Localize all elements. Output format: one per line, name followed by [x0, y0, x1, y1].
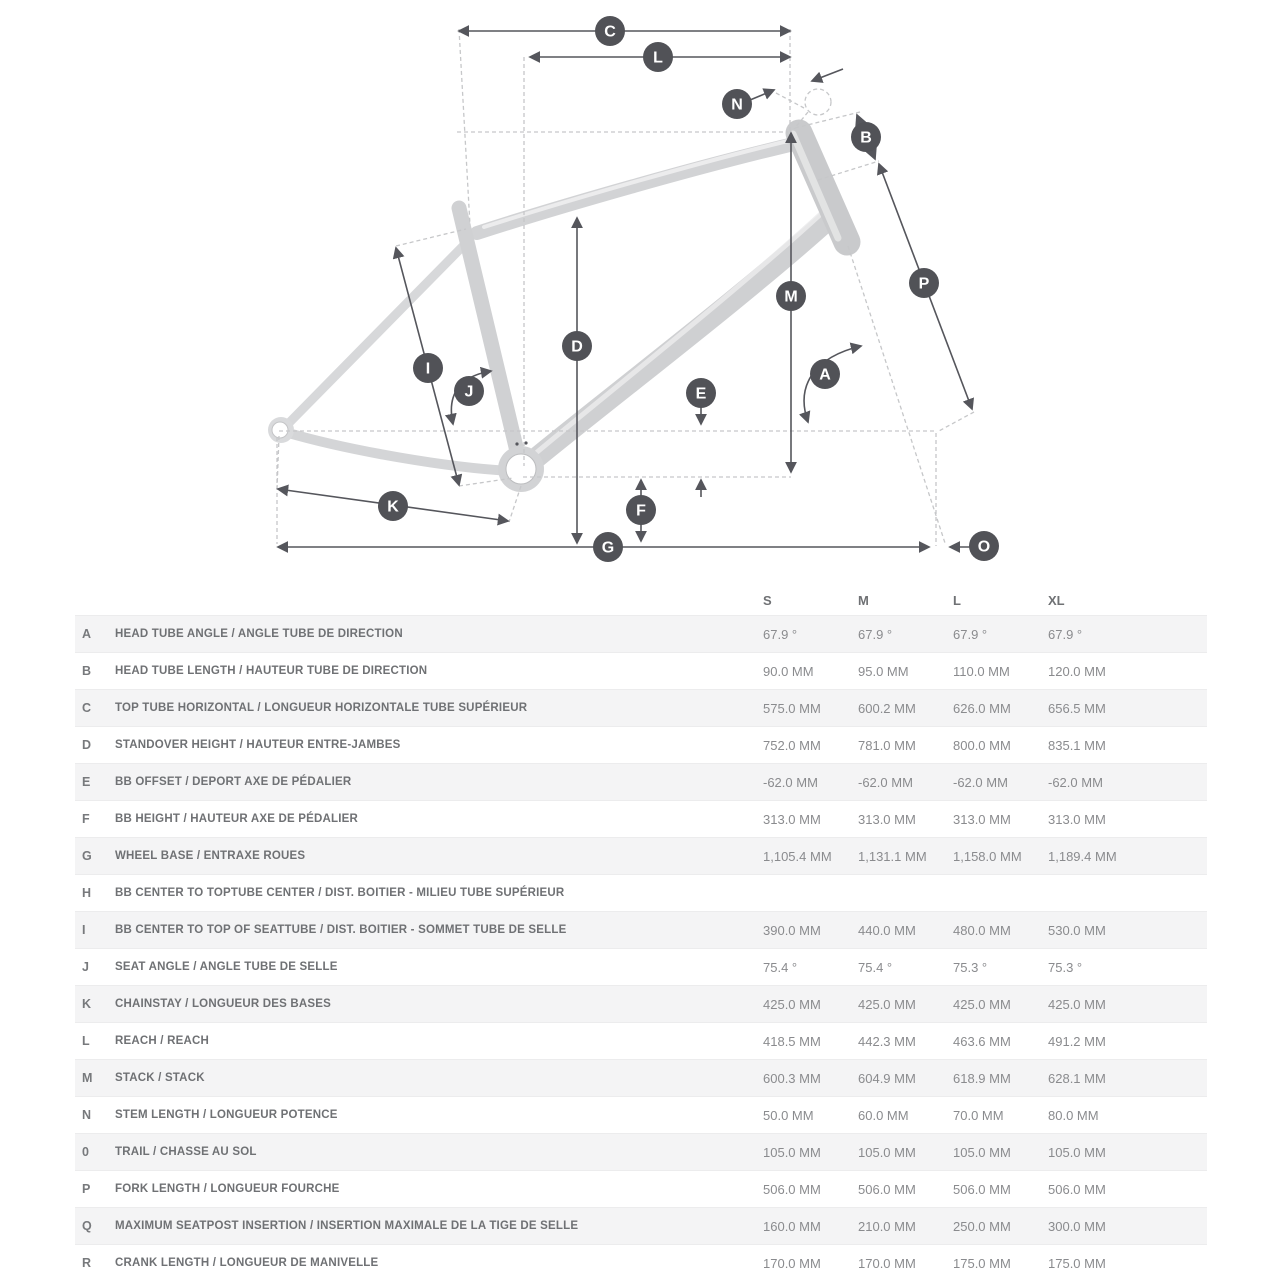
table-row: [75, 1096, 1207, 1133]
row-value: 835.1 MM: [1048, 737, 1106, 753]
row-label: CRANK LENGTH / LONGUEUR DE MANIVELLE: [115, 1257, 379, 1269]
row-value: 75.4 °: [763, 959, 798, 975]
table-row: [75, 726, 1207, 763]
row-value: 463.6 MM: [953, 1033, 1011, 1049]
row-label: BB CENTER TO TOPTUBE CENTER / DIST. BOITIER - MILIEU TUBE SUPÉRIEUR: [115, 887, 565, 899]
badge-letter: P: [918, 275, 930, 293]
row-value: -62.0 MM: [763, 774, 818, 790]
row-value: 105.0 MM: [858, 1144, 916, 1160]
table-row: [75, 1170, 1207, 1207]
dash-seattop-tick: [396, 229, 466, 246]
geometry-table: [75, 585, 1207, 1280]
row-label: REACH / REACH: [115, 1035, 209, 1047]
badge-letter: A: [819, 366, 831, 384]
row-value: 1,131.1 MM: [858, 848, 927, 864]
row-value: 75.3 °: [1048, 959, 1083, 975]
diagram-badge-B: [851, 122, 881, 152]
row-letter: Q: [82, 1219, 92, 1233]
table-row: [75, 800, 1207, 837]
badge-letter: O: [977, 538, 991, 556]
row-value: 67.9 °: [858, 626, 893, 642]
row-value: 425.0 MM: [763, 996, 821, 1012]
table-row: [75, 948, 1207, 985]
size-column-header: S: [763, 592, 772, 608]
table-row: [75, 874, 1207, 911]
row-letter: K: [82, 997, 92, 1011]
table-row: [75, 1244, 1207, 1280]
row-value: 781.0 MM: [858, 737, 916, 753]
row-value: 506.0 MM: [858, 1181, 916, 1197]
badge-letter: L: [653, 49, 663, 67]
bike-frame-illustration: [268, 133, 847, 492]
row-label: SEAT ANGLE / ANGLE TUBE DE SELLE: [115, 961, 338, 973]
row-value: 600.2 MM: [858, 700, 916, 716]
size-column-header: L: [953, 592, 961, 608]
row-value: 506.0 MM: [763, 1181, 821, 1197]
row-letter: D: [82, 738, 92, 752]
row-value: 105.0 MM: [763, 1144, 821, 1160]
dash-handlebar-circle: [805, 89, 831, 115]
row-label: STACK / STACK: [115, 1072, 205, 1084]
row-letter: N: [82, 1108, 92, 1122]
frame-bb-bolt-dot: [515, 442, 518, 445]
frame-chain-stay: [285, 432, 512, 471]
row-label: WHEEL BASE / ENTRAXE ROUES: [115, 850, 306, 862]
row-value: 626.0 MM: [953, 700, 1011, 716]
row-value: 313.0 MM: [953, 811, 1011, 827]
row-label: CHAINSTAY / LONGUEUR DES BASES: [115, 998, 332, 1010]
row-value: 60.0 MM: [858, 1107, 909, 1123]
row-value: 175.0 MM: [1048, 1255, 1106, 1271]
diagram-badge-A: [810, 359, 840, 389]
table-row: [75, 763, 1207, 800]
badge-letter: G: [601, 539, 615, 557]
row-value: 50.0 MM: [763, 1107, 814, 1123]
row-label: TRAIL / CHASSE AU SOL: [115, 1146, 257, 1158]
row-value: 80.0 MM: [1048, 1107, 1099, 1123]
diagram-badge-C: [595, 16, 625, 46]
row-value: 1,189.4 MM: [1048, 848, 1117, 864]
row-letter: L: [82, 1034, 90, 1048]
row-value: -62.0 MM: [858, 774, 913, 790]
diagram-badge-P: [909, 268, 939, 298]
row-letter: C: [82, 701, 92, 715]
badge-letter: K: [387, 498, 399, 516]
row-letter: B: [82, 664, 92, 678]
badge-letter: C: [604, 23, 616, 41]
row-letter: E: [82, 775, 91, 789]
row-value: 656.5 MM: [1048, 700, 1106, 716]
row-value: 604.9 MM: [858, 1070, 916, 1086]
badge-letter: B: [860, 129, 872, 147]
badge-letter: E: [695, 385, 707, 403]
diagram-badge-K: [378, 491, 408, 521]
size-column-header: M: [858, 592, 869, 608]
row-value: -62.0 MM: [953, 774, 1008, 790]
row-value: 1,105.4 MM: [763, 848, 832, 864]
table-row: [75, 911, 1207, 948]
row-value: 491.2 MM: [1048, 1033, 1106, 1049]
table-row: [75, 1207, 1207, 1244]
row-letter: M: [82, 1071, 93, 1085]
frame-bb-bolt-dot: [524, 441, 527, 444]
row-value: 105.0 MM: [953, 1144, 1011, 1160]
row-label: MAXIMUM SEATPOST INSERTION / INSERTION MAXIMALE DE LA TIGE DE SELLE: [115, 1220, 579, 1232]
geometry-table-body: [75, 615, 1207, 1280]
row-value: 440.0 MM: [858, 922, 916, 938]
table-row: [75, 837, 1207, 874]
row-letter: R: [82, 1256, 92, 1270]
row-label: TOP TUBE HORIZONTAL / LONGUEUR HORIZONTALE TUBE SUPÉRIEUR: [115, 702, 528, 714]
row-value: 120.0 MM: [1048, 663, 1106, 679]
row-value: 390.0 MM: [763, 922, 821, 938]
frame-top-tube: [477, 143, 798, 233]
row-value: 67.9 °: [953, 626, 988, 642]
row-value: 67.9 °: [1048, 626, 1083, 642]
row-value: 110.0 MM: [953, 663, 1010, 679]
dim-N-stem: [750, 90, 774, 100]
table-row: [75, 615, 1207, 652]
row-letter: P: [82, 1182, 91, 1196]
row-value: 752.0 MM: [763, 737, 821, 753]
row-value: 250.0 MM: [953, 1218, 1011, 1234]
row-letter: F: [82, 812, 90, 826]
row-letter: J: [82, 960, 89, 974]
row-value: 1,158.0 MM: [953, 848, 1022, 864]
row-value: 618.9 MM: [953, 1070, 1011, 1086]
row-value: 170.0 MM: [763, 1255, 821, 1271]
row-value: 575.0 MM: [763, 700, 821, 716]
diagram-badge-E: [686, 378, 716, 408]
badge-letter: F: [636, 502, 646, 520]
row-value: 506.0 MM: [1048, 1181, 1106, 1197]
row-label: BB HEIGHT / HAUTEUR AXE DE PÉDALIER: [115, 813, 358, 825]
diagram-badge-I: [413, 353, 443, 383]
row-value: 105.0 MM: [1048, 1144, 1106, 1160]
diagram-badge-M: [776, 281, 806, 311]
row-value: 418.5 MM: [763, 1033, 821, 1049]
diagram-badge-F: [626, 495, 656, 525]
row-value: 313.0 MM: [763, 811, 821, 827]
row-value: -62.0 MM: [1048, 774, 1103, 790]
badge-letter: D: [571, 338, 583, 356]
diagram-badge-J: [454, 376, 484, 406]
diagram-badge-N: [722, 89, 752, 119]
row-label: STANDOVER HEIGHT / HAUTEUR ENTRE-JAMBES: [115, 739, 401, 751]
row-value: 67.9 °: [763, 626, 798, 642]
row-value: 170.0 MM: [858, 1255, 916, 1271]
row-label: STEM LENGTH / LONGUEUR POTENCE: [115, 1109, 338, 1121]
row-letter: I: [82, 923, 86, 937]
dash-fork-bottom-tick: [937, 412, 974, 432]
frame-rear-axle-bore: [272, 422, 288, 438]
row-label: BB CENTER TO TOP OF SEATTUBE / DIST. BOITIER - SOMMET TUBE DE SELLE: [115, 924, 567, 936]
row-value: 600.3 MM: [763, 1070, 821, 1086]
frame-seat-tube: [459, 208, 521, 468]
geometry-table-header: [75, 585, 1207, 615]
diagram-badge-O: [969, 531, 999, 561]
row-value: 530.0 MM: [1048, 922, 1106, 938]
row-value: 160.0 MM: [763, 1218, 821, 1234]
row-value: 75.4 °: [858, 959, 893, 975]
row-label: BB OFFSET / DEPORT AXE DE PÉDALIER: [115, 776, 352, 788]
table-row: [75, 1022, 1207, 1059]
row-value: 300.0 MM: [1048, 1218, 1106, 1234]
row-label: HEAD TUBE LENGTH / HAUTEUR TUBE DE DIRECTION: [115, 665, 428, 677]
row-letter: G: [82, 849, 92, 863]
bike-geometry-diagram: [0, 0, 1280, 580]
diagram-badge-D: [562, 331, 592, 361]
row-value: 175.0 MM: [953, 1255, 1011, 1271]
row-value: 425.0 MM: [1048, 996, 1106, 1012]
dimension-arrows: [278, 31, 972, 547]
row-value: 95.0 MM: [858, 663, 909, 679]
table-row: [75, 1059, 1207, 1096]
diagram-badge-L: [643, 42, 673, 72]
badge-letter: M: [784, 288, 798, 306]
dim-stem-pointer: [812, 69, 843, 81]
construction-lines: [277, 29, 974, 546]
row-label: HEAD TUBE ANGLE / ANGLE TUBE DE DIRECTION: [115, 628, 403, 640]
row-value: 480.0 MM: [953, 922, 1011, 938]
row-value: 800.0 MM: [953, 737, 1011, 753]
row-letter: 0: [82, 1145, 89, 1159]
table-row: [75, 985, 1207, 1022]
row-label: FORK LENGTH / LONGUEUR FOURCHE: [115, 1183, 340, 1195]
table-row: [75, 652, 1207, 689]
dash-headtube-top-tick: [795, 112, 860, 128]
row-value: 210.0 MM: [858, 1218, 916, 1234]
frame-seat-stay: [284, 240, 469, 428]
row-value: 70.0 MM: [953, 1107, 1004, 1123]
badge-letter: I: [425, 360, 431, 378]
badge-letter: J: [464, 383, 474, 401]
row-value: 506.0 MM: [953, 1181, 1011, 1197]
row-value: 90.0 MM: [763, 663, 814, 679]
table-row: [75, 1133, 1207, 1170]
row-value: 425.0 MM: [953, 996, 1011, 1012]
frame-bb-bore: [506, 454, 536, 484]
row-value: 425.0 MM: [858, 996, 916, 1012]
row-value: 313.0 MM: [1048, 811, 1106, 827]
row-value: 75.3 °: [953, 959, 988, 975]
diagram-badge-G: [593, 532, 623, 562]
size-column-header: XL: [1048, 592, 1065, 608]
row-letter: H: [82, 886, 92, 900]
table-row: [75, 689, 1207, 726]
row-value: 628.1 MM: [1048, 1070, 1106, 1086]
dash-seat-axis-extension: [459, 29, 470, 225]
row-value: 313.0 MM: [858, 811, 916, 827]
row-letter: A: [82, 627, 92, 641]
row-value: 442.3 MM: [858, 1033, 916, 1049]
badge-letter: N: [731, 96, 743, 114]
